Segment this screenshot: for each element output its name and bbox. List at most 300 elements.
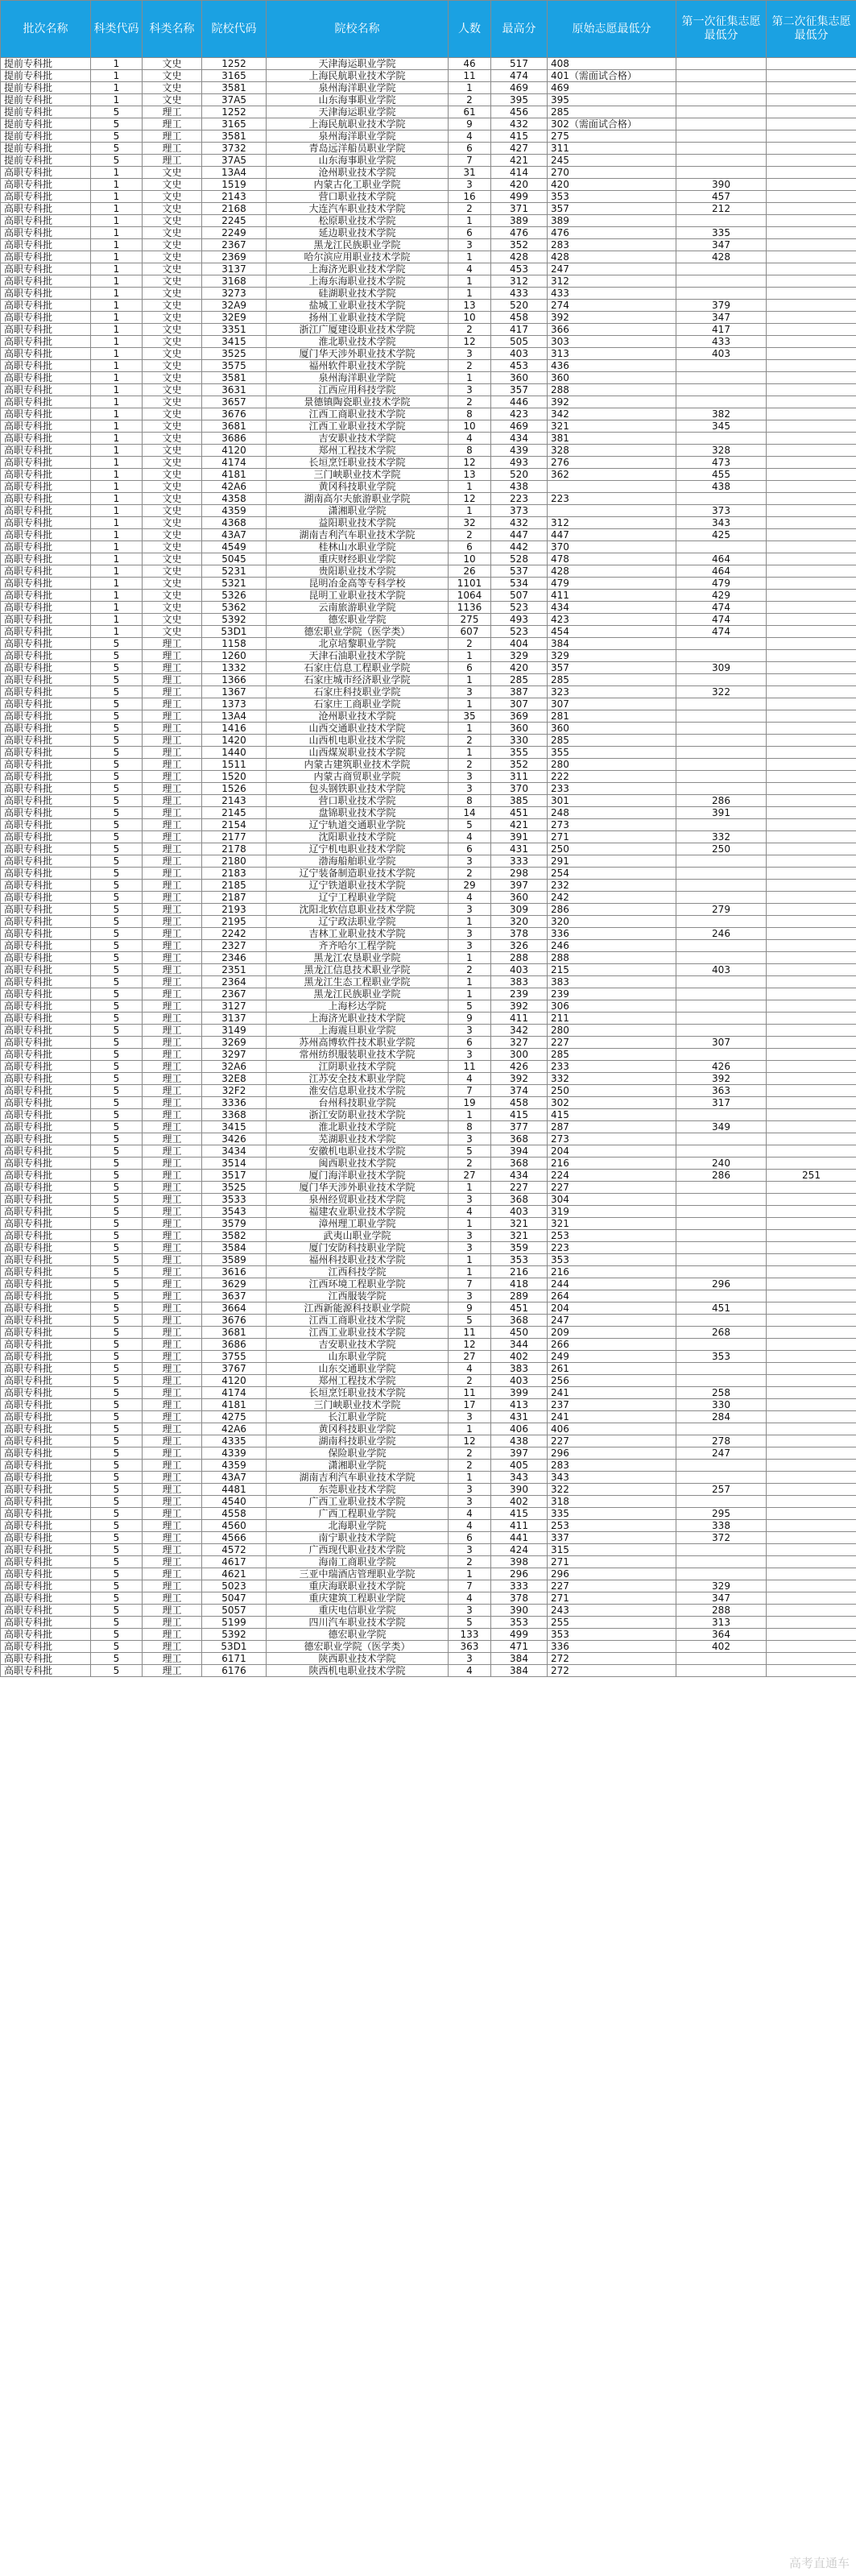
cell-first-collect-min [676,70,767,82]
cell-school-code: 3631 [202,384,267,396]
cell-first-collect-min [676,1653,767,1665]
cell-max-score: 528 [491,553,548,565]
cell-first-collect-min [676,1290,767,1302]
cell-subject-name: 文史 [143,215,202,227]
cell-second-collect-min [767,58,856,70]
cell-school-name: 昆明冶金高等专科学校 [267,578,449,590]
cell-max-score: 360 [491,723,548,735]
cell-second-collect-min [767,1665,856,1677]
cell-original-min: 389 [548,215,676,227]
cell-school-code: 2178 [202,843,267,855]
header-row [1,1,856,58]
cell-batch: 高职专科批 [1,1508,91,1520]
cell-original-min: 241 [548,1387,676,1399]
cell-first-collect-min [676,288,767,300]
cell-school-code: 3581 [202,130,267,143]
cell-first-collect-min [676,771,767,783]
cell-count: 1 [449,747,491,759]
cell-original-min: 255 [548,1617,676,1629]
cell-count: 1 [449,674,491,686]
cell-school-name: 德宏职业学院（医学类） [267,1641,449,1653]
table-row [1,614,856,626]
cell-school-name: 沧州职业技术学院 [267,167,449,179]
cell-school-name: 上海杉达学院 [267,1000,449,1013]
cell-count: 1 [449,650,491,662]
cell-original-min: 342 [548,408,676,420]
cell-max-score: 411 [491,1520,548,1532]
cell-subject-name: 理工 [143,1653,202,1665]
cell-first-collect-min: 347 [676,312,767,324]
cell-max-score: 428 [491,251,548,263]
cell-first-collect-min: 250 [676,843,767,855]
cell-batch: 高职专科批 [1,275,91,288]
cell-school-name: 长垣烹饪职业技术学院 [267,1387,449,1399]
cell-school-code: 4560 [202,1520,267,1532]
cell-subject-name: 文史 [143,58,202,70]
cell-second-collect-min [767,807,856,819]
cell-subject-name: 理工 [143,1665,202,1677]
cell-original-min: 215 [548,964,676,976]
cell-second-collect-min [767,1013,856,1025]
cell-subject-name: 理工 [143,1580,202,1592]
cell-second-collect-min [767,674,856,686]
table-row [1,723,856,735]
cell-second-collect-min [767,275,856,288]
cell-subject-code: 1 [91,529,143,541]
cell-school-name: 山西煤炭职业技术学院 [267,747,449,759]
cell-first-collect-min [676,976,767,988]
cell-batch: 高职专科批 [1,227,91,239]
cell-school-code: 3525 [202,348,267,360]
cell-school-code: 1416 [202,723,267,735]
cell-school-code: 3165 [202,118,267,130]
cell-school-code: 3582 [202,1230,267,1242]
cell-subject-code: 5 [91,880,143,892]
cell-subject-name: 理工 [143,904,202,916]
cell-max-score: 404 [491,638,548,650]
cell-max-score: 357 [491,384,548,396]
cell-school-code: 4339 [202,1447,267,1460]
cell-subject-name: 理工 [143,880,202,892]
cell-original-min: 283 [548,239,676,251]
cell-original-min: 296 [548,1447,676,1460]
cell-subject-code: 5 [91,843,143,855]
cell-batch: 高职专科批 [1,445,91,457]
cell-school-code: 3676 [202,1315,267,1327]
cell-subject-name: 理工 [143,795,202,807]
cell-count: 1064 [449,590,491,602]
cell-original-min: 266 [548,1339,676,1351]
cell-school-code: 1511 [202,759,267,771]
cell-count: 19 [449,1097,491,1109]
cell-batch: 高职专科批 [1,179,91,191]
cell-batch: 高职专科批 [1,1399,91,1411]
cell-original-min: 355 [548,747,676,759]
cell-subject-code: 1 [91,517,143,529]
cell-original-min: 280 [548,1025,676,1037]
cell-school-name: 渤海船舶职业学院 [267,855,449,868]
cell-batch: 高职专科批 [1,1290,91,1302]
cell-max-score: 493 [491,614,548,626]
cell-count: 3 [449,1605,491,1617]
cell-first-collect-min: 247 [676,1447,767,1460]
cell-subject-code: 5 [91,1037,143,1049]
cell-count: 6 [449,143,491,155]
cell-count: 2 [449,529,491,541]
cell-school-code: 6171 [202,1653,267,1665]
cell-first-collect-min: 246 [676,928,767,940]
cell-batch: 高职专科批 [1,916,91,928]
cell-second-collect-min [767,433,856,445]
cell-school-name: 广西工程职业学院 [267,1508,449,1520]
cell-batch: 高职专科批 [1,1109,91,1121]
cell-original-min: 250 [548,843,676,855]
cell-count: 4 [449,1508,491,1520]
cell-max-score: 383 [491,976,548,988]
cell-school-code: 4358 [202,493,267,505]
cell-original-min: 353 [548,1629,676,1641]
cell-max-score: 469 [491,82,548,94]
cell-school-name: 广西工业职业技术学院 [267,1496,449,1508]
cell-count: 13 [449,300,491,312]
cell-max-score: 446 [491,396,548,408]
cell-max-score: 421 [491,155,548,167]
cell-second-collect-min [767,1085,856,1097]
cell-first-collect-min: 278 [676,1435,767,1447]
cell-second-collect-min [767,1435,856,1447]
cell-subject-name: 理工 [143,1013,202,1025]
cell-first-collect-min [676,1423,767,1435]
cell-original-min: 353 [548,1254,676,1266]
cell-first-collect-min [676,1000,767,1013]
cell-second-collect-min [767,396,856,408]
cell-school-name: 内蒙古化工职业学院 [267,179,449,191]
cell-max-score: 342 [491,1025,548,1037]
cell-school-name: 吉安职业技术学院 [267,433,449,445]
cell-first-collect-min: 464 [676,553,767,565]
cell-count: 7 [449,155,491,167]
cell-school-code: 2145 [202,807,267,819]
cell-school-name: 江西工业职业技术学院 [267,1327,449,1339]
cell-subject-name: 理工 [143,662,202,674]
table-row [1,106,856,118]
cell-batch: 高职专科批 [1,1218,91,1230]
cell-first-collect-min [676,747,767,759]
cell-second-collect-min: 251 [767,1170,856,1182]
cell-original-min: 247 [548,263,676,275]
cell-batch: 高职专科批 [1,553,91,565]
cell-max-score: 389 [491,215,548,227]
cell-subject-code: 1 [91,384,143,396]
cell-batch: 高职专科批 [1,1460,91,1472]
cell-second-collect-min [767,70,856,82]
cell-school-name: 东莞职业技术学院 [267,1484,449,1496]
cell-original-min: 285 [548,1049,676,1061]
cell-first-collect-min: 451 [676,1302,767,1315]
cell-subject-code: 5 [91,783,143,795]
cell-subject-name: 理工 [143,1327,202,1339]
cell-batch: 高职专科批 [1,288,91,300]
cell-original-min: 370 [548,541,676,553]
table-row [1,1375,856,1387]
table-row [1,831,856,843]
cell-subject-code: 5 [91,1327,143,1339]
header-school-name: 院校名称 [267,1,449,58]
cell-max-score: 223 [491,493,548,505]
cell-max-score: 520 [491,300,548,312]
cell-original-min: 261 [548,1363,676,1375]
table-row [1,638,856,650]
cell-first-collect-min: 464 [676,565,767,578]
cell-subject-name: 理工 [143,1435,202,1447]
cell-max-score: 390 [491,1605,548,1617]
cell-subject-name: 理工 [143,1411,202,1423]
cell-batch: 高职专科批 [1,251,91,263]
cell-subject-code: 1 [91,445,143,457]
cell-subject-name: 理工 [143,952,202,964]
cell-school-name: 四川汽车职业技术学院 [267,1617,449,1629]
header-batch: 批次名称 [1,1,91,58]
cell-school-name: 黑龙江信息技术职业学院 [267,964,449,976]
cell-school-name: 福州科技职业技术学院 [267,1254,449,1266]
cell-count: 1 [449,372,491,384]
cell-second-collect-min [767,1568,856,1580]
cell-count: 4 [449,1206,491,1218]
cell-max-score: 493 [491,457,548,469]
cell-subject-name: 文史 [143,517,202,529]
cell-subject-code: 1 [91,433,143,445]
cell-school-code: 2327 [202,940,267,952]
cell-second-collect-min [767,565,856,578]
cell-original-min: 423 [548,614,676,626]
cell-school-code: 4549 [202,541,267,553]
table-row [1,1568,856,1580]
cell-subject-name: 文史 [143,457,202,469]
cell-batch: 高职专科批 [1,855,91,868]
cell-school-code: 4275 [202,1411,267,1423]
cell-max-score: 438 [491,1435,548,1447]
cell-count: 3 [449,1242,491,1254]
cell-first-collect-min [676,638,767,650]
cell-second-collect-min [767,469,856,481]
cell-subject-name: 理工 [143,1484,202,1496]
cell-first-collect-min: 373 [676,505,767,517]
cell-max-score: 343 [491,1472,548,1484]
table-row [1,1254,856,1266]
cell-max-score: 368 [491,1158,548,1170]
cell-count: 5 [449,1145,491,1158]
cell-school-code: 3165 [202,70,267,82]
cell-max-score: 402 [491,1351,548,1363]
table-row [1,408,856,420]
cell-subject-code: 1 [91,215,143,227]
cell-batch: 高职专科批 [1,1073,91,1085]
cell-first-collect-min [676,1556,767,1568]
cell-school-name: 德宏职业学院（医学类） [267,626,449,638]
cell-batch: 高职专科批 [1,1665,91,1677]
cell-count: 1 [449,1266,491,1278]
cell-subject-code: 5 [91,1653,143,1665]
cell-batch: 高职专科批 [1,481,91,493]
cell-original-min: 253 [548,1230,676,1242]
cell-subject-name: 理工 [143,1073,202,1085]
cell-second-collect-min [767,1025,856,1037]
cell-original-min: 306 [548,1000,676,1013]
cell-school-name: 三门峡职业技术学院 [267,1399,449,1411]
cell-subject-name: 理工 [143,819,202,831]
cell-first-collect-min [676,372,767,384]
cell-school-code: 3525 [202,1182,267,1194]
cell-subject-name: 理工 [143,1230,202,1242]
cell-subject-code: 5 [91,1158,143,1170]
cell-original-min: 411 [548,590,676,602]
cell-batch: 高职专科批 [1,1133,91,1145]
cell-subject-code: 1 [91,70,143,82]
cell-original-min: 271 [548,1592,676,1605]
cell-subject-code: 5 [91,1339,143,1351]
cell-count: 2 [449,868,491,880]
cell-subject-code: 5 [91,1665,143,1677]
cell-subject-name: 理工 [143,747,202,759]
cell-school-code: 5045 [202,553,267,565]
cell-max-score: 439 [491,445,548,457]
cell-subject-name: 理工 [143,1133,202,1145]
cell-original-min: 428 [548,251,676,263]
cell-original-min: 392 [548,312,676,324]
cell-subject-name: 理工 [143,1520,202,1532]
cell-count: 1 [449,916,491,928]
cell-batch: 高职专科批 [1,1061,91,1073]
table-row [1,1097,856,1109]
cell-max-score: 441 [491,1532,548,1544]
cell-original-min: 288 [548,952,676,964]
cell-batch: 高职专科批 [1,1375,91,1387]
cell-count: 2 [449,638,491,650]
cell-first-collect-min [676,384,767,396]
cell-school-code: 4174 [202,457,267,469]
cell-subject-name: 理工 [143,674,202,686]
cell-first-collect-min [676,674,767,686]
cell-first-collect-min [676,82,767,94]
cell-first-collect-min: 240 [676,1158,767,1170]
cell-subject-name: 理工 [143,1278,202,1290]
cell-subject-code: 5 [91,1194,143,1206]
cell-max-score: 329 [491,650,548,662]
cell-subject-name: 理工 [143,638,202,650]
cell-original-min: 233 [548,1061,676,1073]
cell-max-score: 320 [491,916,548,928]
cell-school-name: 营口职业技术学院 [267,191,449,203]
cell-subject-name: 理工 [143,155,202,167]
cell-batch: 高职专科批 [1,1327,91,1339]
cell-batch: 高职专科批 [1,614,91,626]
cell-subject-name: 文史 [143,505,202,517]
cell-subject-name: 理工 [143,1447,202,1460]
cell-batch: 高职专科批 [1,747,91,759]
cell-max-score: 403 [491,348,548,360]
cell-count: 6 [449,227,491,239]
cell-subject-name: 理工 [143,1532,202,1544]
cell-batch: 高职专科批 [1,964,91,976]
cell-school-name: 厦门华天涉外职业技术学院 [267,348,449,360]
cell-subject-name: 理工 [143,650,202,662]
cell-second-collect-min [767,590,856,602]
table-row [1,1218,856,1230]
cell-school-name: 江西工业职业技术学院 [267,420,449,433]
cell-subject-name: 理工 [143,686,202,698]
cell-batch: 高职专科批 [1,203,91,215]
cell-batch: 高职专科批 [1,372,91,384]
cell-count: 31 [449,167,491,179]
cell-original-min: 323 [548,686,676,698]
cell-first-collect-min [676,735,767,747]
cell-subject-code: 5 [91,1556,143,1568]
cell-second-collect-min [767,1460,856,1472]
table-row [1,626,856,638]
cell-original-min: 428 [548,565,676,578]
cell-max-score: 433 [491,288,548,300]
cell-max-score: 397 [491,880,548,892]
cell-first-collect-min [676,855,767,868]
cell-batch: 高职专科批 [1,1013,91,1025]
cell-subject-code: 5 [91,1629,143,1641]
table-row [1,1158,856,1170]
cell-count: 3 [449,1025,491,1037]
cell-first-collect-min: 433 [676,336,767,348]
table-row [1,916,856,928]
table-row [1,698,856,710]
cell-max-score: 359 [491,1242,548,1254]
cell-subject-name: 文史 [143,445,202,457]
cell-school-code: 32E8 [202,1073,267,1085]
cell-school-code: 1332 [202,662,267,674]
table-row [1,783,856,795]
cell-subject-code: 1 [91,469,143,481]
cell-second-collect-min [767,843,856,855]
cell-subject-code: 5 [91,1460,143,1472]
cell-max-score: 387 [491,686,548,698]
cell-subject-name: 理工 [143,1206,202,1218]
cell-second-collect-min [767,1109,856,1121]
cell-original-min: 357 [548,662,676,674]
cell-subject-code: 5 [91,1387,143,1399]
cell-subject-name: 理工 [143,1556,202,1568]
cell-max-score: 534 [491,578,548,590]
cell-count: 133 [449,1629,491,1641]
cell-original-min: 273 [548,819,676,831]
cell-max-score: 413 [491,1399,548,1411]
cell-max-score: 405 [491,1460,548,1472]
cell-original-min: 242 [548,892,676,904]
cell-school-name: 包头钢铁职业技术学院 [267,783,449,795]
cell-original-min: 232 [548,880,676,892]
cell-first-collect-min [676,167,767,179]
cell-batch: 高职专科批 [1,312,91,324]
cell-school-name: 湖南吉利汽车职业技术学院 [267,529,449,541]
cell-school-code: 4335 [202,1435,267,1447]
cell-batch: 高职专科批 [1,1580,91,1592]
header-count: 人数 [449,1,491,58]
cell-school-code: 4368 [202,517,267,529]
table-row [1,819,856,831]
cell-subject-name: 理工 [143,710,202,723]
cell-school-name: 吉林工业职业技术学院 [267,928,449,940]
cell-count: 12 [449,336,491,348]
cell-school-code: 2180 [202,855,267,868]
cell-school-name: 石家庄信息工程职业学院 [267,662,449,674]
cell-max-score: 321 [491,1218,548,1230]
table-row [1,1206,856,1218]
